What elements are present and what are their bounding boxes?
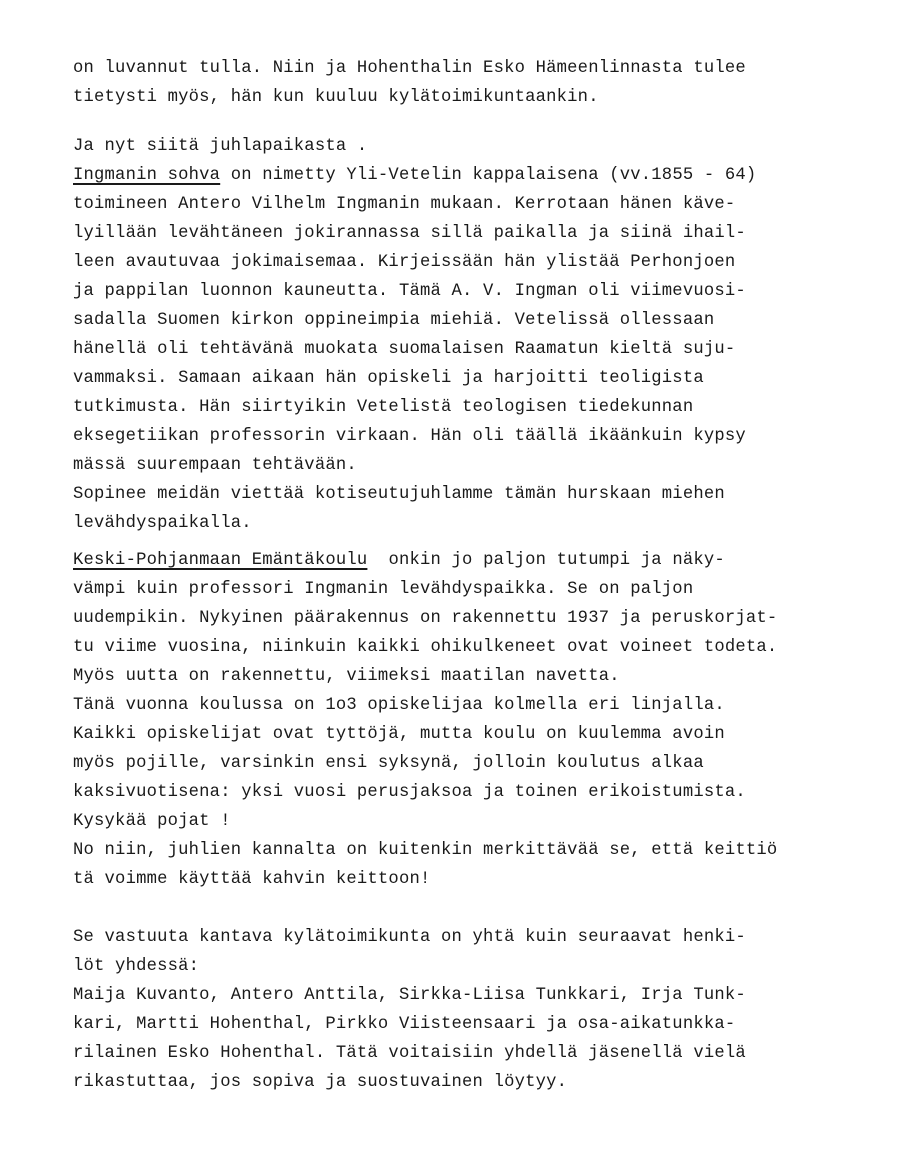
text-line: Se vastuuta kantava kylätoimikunta on yhtä kuin seuraavat henki-: [73, 928, 746, 947]
text-line: tutkimusta. Hän siirtyikin Vetelistä teologisen tiedekunnan: [73, 398, 694, 417]
text-line: on luvannut tulla. Niin ja Hohenthalin Esko Hämeenlinnasta tulee: [73, 59, 746, 78]
text-line: kari, Martti Hohenthal, Pirkko Viisteensaari ja osa-aikatunkka-: [73, 1015, 736, 1034]
text-line: lyillään levähtäneen jokirannassa sillä paikalla ja siinä ihail-: [73, 224, 746, 243]
text-line: levähdyspaikalla.: [73, 514, 252, 533]
text-line: tu viime vuosina, niinkuin kaikki ohikulkeneet ovat voineet todeta.: [73, 638, 778, 657]
text-line: Sopinee meidän viettää kotiseutujuhlamme tämän hurskaan miehen: [73, 485, 725, 504]
text-line: uudempikin. Nykyinen päärakennus on rakennettu 1937 ja peruskorjat-: [73, 609, 778, 628]
text-line: leen avautuvaa jokimaisemaa. Kirjeissään hän ylistää Perhonjoen: [73, 253, 736, 272]
text-line: vammaksi. Samaan aikaan hän opiskeli ja harjoitti teoligista: [73, 369, 704, 388]
text-line: No niin, juhlien kannalta on kuitenkin merkittävää se, että keittiö: [73, 841, 778, 860]
text-line: Tänä vuonna koulussa on 1o3 opiskelijaa kolmella eri linjalla.: [73, 696, 725, 715]
text-line: Ja nyt siitä juhlapaikasta .: [73, 137, 368, 156]
text-line: hänellä oli tehtävänä muokata suomalaisen Raamatun kieltä suju-: [73, 340, 736, 359]
text-line: sadalla Suomen kirkon oppineimpia miehiä. Vetelissä ollessaan: [73, 311, 715, 330]
text-line: Myös uutta on rakennettu, viimeksi maatilan navetta.: [73, 667, 620, 686]
text-line: kaksivuotisena: yksi vuosi perusjaksoa ja toinen erikoistumista.: [73, 783, 746, 802]
section-heading-ingmanin-sohva: Ingmanin sohva: [73, 166, 221, 185]
text-line: rikastuttaa, jos sopiva ja suostuvainen löytyy.: [73, 1073, 568, 1092]
text-line: mässä suurempaan tehtävään.: [73, 456, 357, 475]
text-line: löt yhdessä:: [73, 957, 200, 976]
section-heading-emantakoulu: Keski-Pohjanmaan Emäntäkoulu: [73, 551, 368, 570]
text-line: rilainen Esko Hohenthal. Tätä voitaisiin yhdellä jäsenellä vielä: [73, 1044, 746, 1063]
text-line: Kaikki opiskelijat ovat tyttöjä, mutta koulu on kuulemma avoin: [73, 725, 725, 744]
text-line: ja pappilan luonnon kauneutta. Tämä A. V. Ingman oli viimevuosi-: [73, 282, 746, 301]
text-line: Keski-Pohjanmaan Emäntäkoulu onkin jo paljon tutumpi ja näky-: [73, 551, 725, 570]
text-line: Kysykää pojat !: [73, 812, 231, 831]
text-line: eksegetiikan professorin virkaan. Hän oli täällä ikäänkuin kypsy: [73, 427, 746, 446]
text-line: tä voimme käyttää kahvin keittoon!: [73, 870, 431, 889]
text-line: Maija Kuvanto, Antero Anttila, Sirkka-Liisa Tunkkari, Irja Tunk-: [73, 986, 746, 1005]
text-line: myös pojille, varsinkin ensi syksynä, jolloin koulutus alkaa: [73, 754, 704, 773]
text-line: Ingmanin sohva on nimetty Yli-Vetelin kappalaisena (vv.1855 - 64): [73, 166, 757, 185]
text-line: vämpi kuin professori Ingmanin levähdyspaikka. Se on paljon: [73, 580, 694, 599]
text-line: toimineen Antero Vilhelm Ingmanin mukaan. Kerrotaan hänen käve-: [73, 195, 736, 214]
text-line: tietysti myös, hän kun kuuluu kylätoimikuntaankin.: [73, 88, 599, 107]
